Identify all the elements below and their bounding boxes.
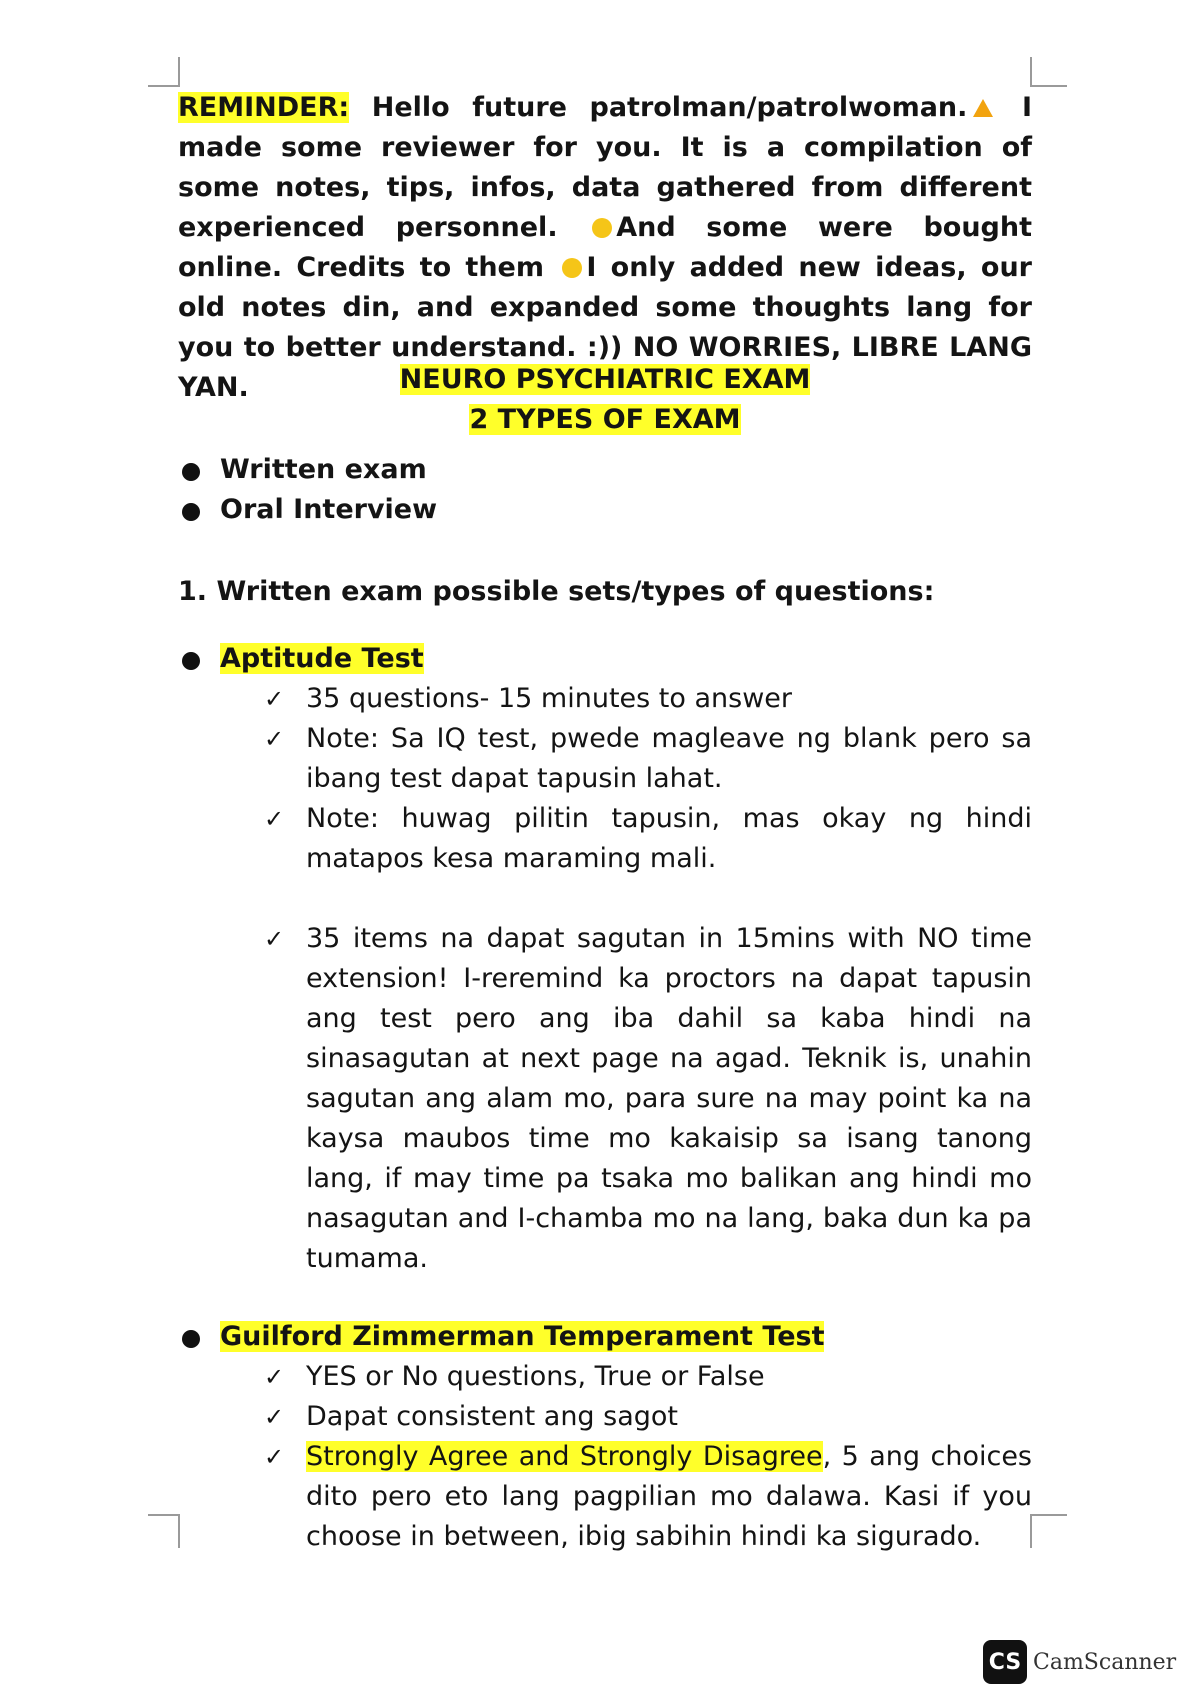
check-icon: ✓ — [264, 1443, 285, 1471]
check-icon: ✓ — [264, 805, 285, 833]
main-title: NEURO PSYCHIATRIC EXAM — [399, 364, 811, 395]
camscanner-watermark — [983, 1640, 1176, 1684]
exam-types-list — [178, 450, 1032, 530]
list-item: Written exam — [178, 450, 1032, 490]
crop-mark-top-left — [148, 57, 180, 87]
camscanner-logo: CS — [983, 1640, 1027, 1684]
bullet-icon — [182, 652, 200, 670]
title-block — [178, 360, 1032, 440]
intro-text-1: Hello future patrolman/patrolwoman. — [349, 92, 968, 123]
guilford-list — [178, 1357, 1032, 1557]
party-popper-icon — [973, 99, 993, 117]
bullet-icon — [182, 503, 200, 521]
check-icon: ✓ — [264, 1363, 285, 1391]
check-icon: ✓ — [264, 1403, 285, 1431]
list-item: Oral Interview — [178, 490, 1032, 530]
list-item: ✓ 35 items na dapat sagutan in 15mins with NO time extension! I-reremind ka proctors na dapat tapusin ang test pero ang iba dahil sa kaba hindi na sinasagutan at next page na agad. Teknik is, unahin sagutan ang alam mo, para sure na may point ka na kaysa maubos time mo kakaisip sa isang tanong lang, if may time pa tsaka mo balikan ang hindi mo nasagutan and I-chamba mo na lang, baka dun ka pa tumama. — [306, 919, 1032, 1279]
list-item: ✓ Dapat consistent ang sagot — [306, 1397, 1032, 1437]
sub-title: 2 TYPES OF EXAM — [469, 404, 741, 435]
check-icon: ✓ — [264, 925, 285, 953]
strongly-highlight: Strongly Agree and Strongly Disagree — [306, 1441, 823, 1472]
aptitude-title: Aptitude Test — [220, 643, 424, 674]
crop-mark-bottom-left — [148, 1514, 180, 1548]
list-item: ✓ Strongly Agree and Strongly Disagree, 5 ang choices dito pero eto lang pagpilian mo dalawa. Kasi if you choose in between, ibig sabihin hindi ka sigurado. — [306, 1437, 1032, 1557]
check-icon: ✓ — [264, 725, 285, 753]
list-item: ✓ Note: huwag pilitin tapusin, mas okay ng hindi matapos kesa maraming mali. — [306, 799, 1032, 879]
aptitude-list — [178, 679, 1032, 1279]
intro-text-4: I only added new ideas, our old notes din, and expanded some thoughts lang for you to better understand. :)) NO WORRIES, LIBRE LANG YAN. — [178, 252, 1032, 403]
crop-mark-bottom-right — [1030, 1514, 1067, 1548]
list-item: ✓ Note: Sa IQ test, pwede magleave ng blank pero sa ibang test dapat tapusin lahat. — [306, 719, 1032, 799]
bullet-icon — [182, 463, 200, 481]
document-content — [178, 88, 1032, 1557]
crop-mark-top-right — [1030, 57, 1067, 87]
smiley-icon — [592, 218, 612, 238]
bullet-icon — [182, 1330, 200, 1348]
list-item: ✓ YES or No questions, True or False — [306, 1357, 1032, 1397]
check-icon: ✓ — [264, 685, 285, 713]
list-item: ✓ 35 questions- 15 minutes to answer — [306, 679, 1032, 719]
aptitude-heading — [178, 639, 1032, 679]
guilford-title: Guilford Zimmerman Temperament Test — [220, 1321, 825, 1352]
guilford-heading — [178, 1317, 1032, 1357]
intro-text-3: And some were bought online. Credits to them — [178, 212, 1032, 283]
camscanner-text: CamScanner — [1033, 1649, 1177, 1675]
reminder-label: REMINDER: — [178, 92, 350, 123]
intro-text-2: I made some reviewer for you. It is a compilation of some notes, tips, infos, data gathered from different experienced personnel. — [178, 92, 1032, 243]
smiley-icon — [562, 258, 582, 278]
written-exam-heading: 1. Written exam possible sets/types of questions: — [178, 576, 935, 607]
